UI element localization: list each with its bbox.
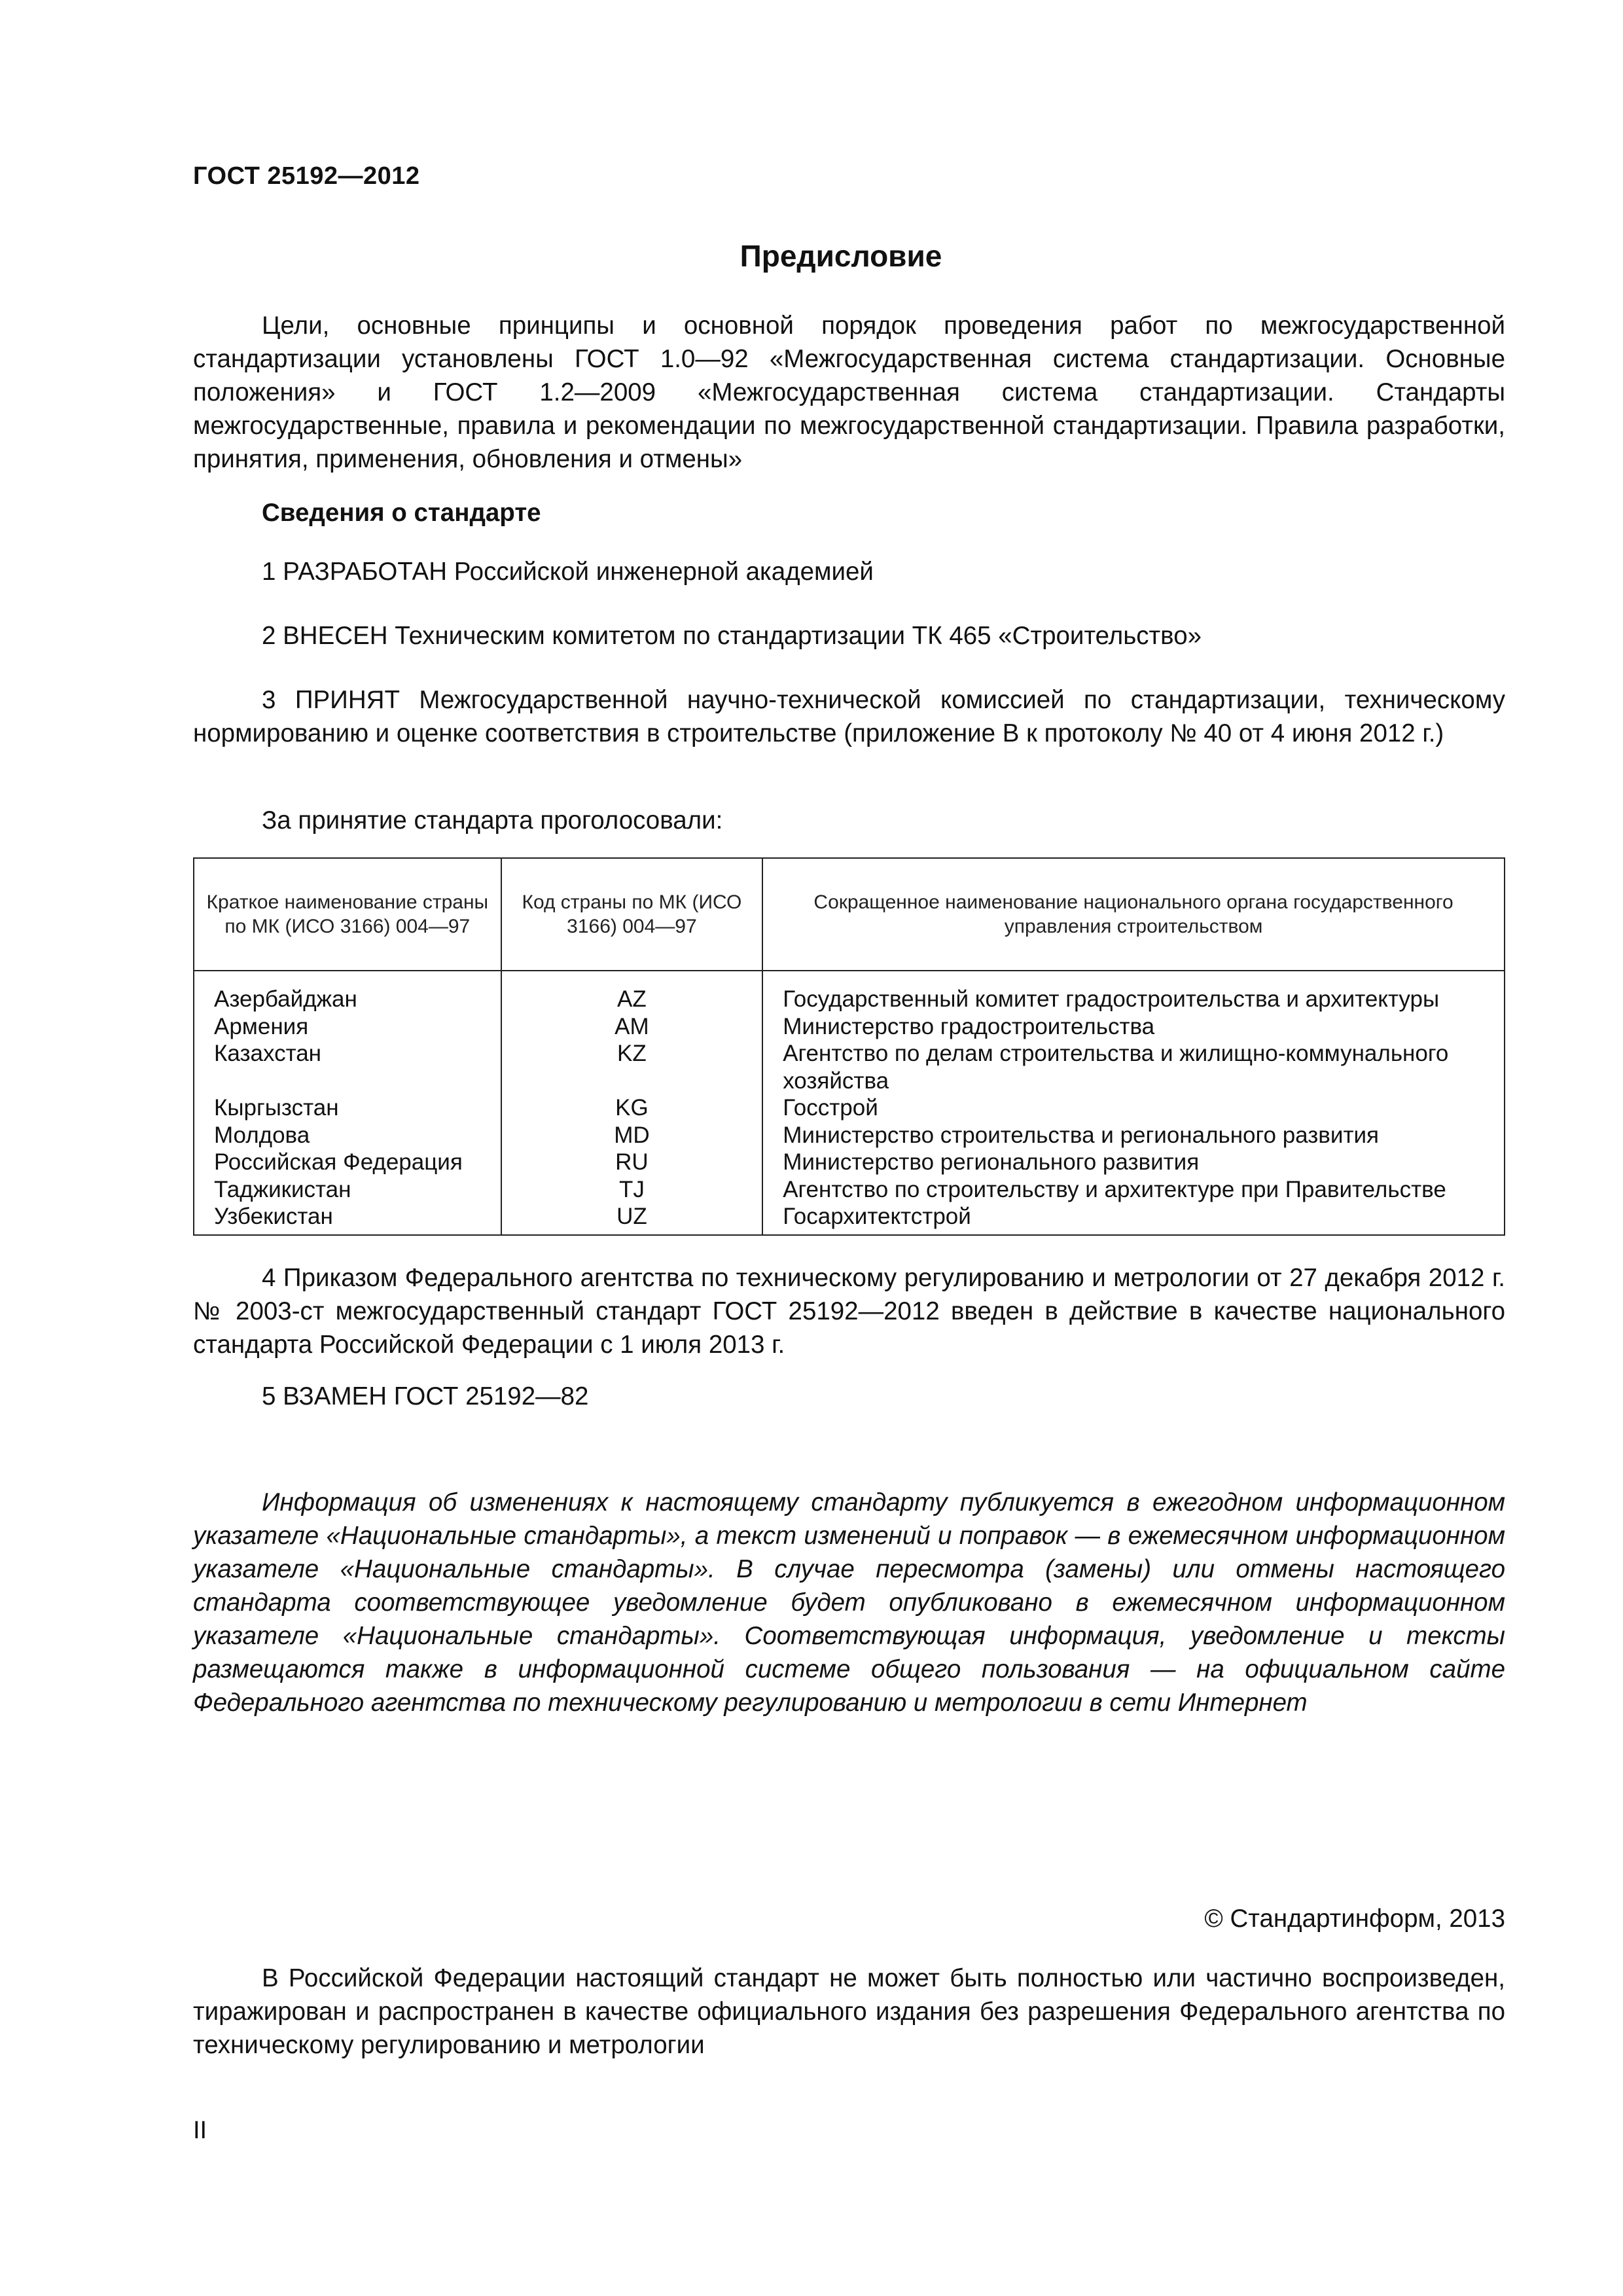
item-2: 2 ВНЕСЕН Техническим комитетом по стандартизации ТК 465 «Строительство» — [262, 622, 1202, 650]
cell-agency: Государственный комитет градостроительства и архитектуры — [762, 971, 1505, 1013]
changes-notice: Информация об изменениях к настоящему стандарту публикуется в ежегодном информационном указателе «Национальные стандарты», а текст изменений и поправок — в ежемесячном информационном указателе «Национальные стандарты». В случае пересмотра (замены) или отмены настоящего стандарта соответствующее уведомление будет опубликовано в ежемесячном информационном указателе «Национальные стандарты». Соответствующая информация, уведомление и тексты размещаются также в информационной системе общего пользования — на официальном сайте Федерального агентства по техническому регулированию и метрологии в сети Интернет — [193, 1488, 1505, 1717]
cell-code: TJ — [501, 1176, 763, 1204]
column-header-agency: Сокращенное наименование национального органа государственного управления строительством — [762, 858, 1505, 971]
table-row — [194, 1122, 1505, 1149]
reproduction-notice: В Российской Федерации настоящий стандарт не может быть полностью или частично воспроизведен, тиражирован и распространен в качестве официального издания без разрешения Федерального агентства по техническому регулированию и метрологии — [193, 1964, 1505, 2059]
cell-code: KZ — [501, 1040, 763, 1094]
cell-code: UZ — [501, 1203, 763, 1235]
cell-agency: Министерство регионального развития — [762, 1149, 1505, 1176]
item-3: 3 ПРИНЯТ Межгосударственной научно-технической комиссией по стандартизации, техническому нормированию и оценке соответствия в строительстве (приложение В к протоколу № 40 от 4 июня 2012 г.) — [193, 686, 1505, 747]
table-row — [194, 1203, 1505, 1235]
cell-country: Казахстан — [194, 1040, 501, 1094]
item-4: 4 Приказом Федерального агентства по техническому регулированию и метрологии от 27 декабря 2012 г. № 2003-ст межгосударственный стандарт ГОСТ 25192—2012 введен в действие в качестве национального стандарта Российской Федерации с 1 июля 2013 г. — [193, 1264, 1505, 1359]
cell-country: Таджикистан — [194, 1176, 501, 1204]
table-row — [194, 1013, 1505, 1041]
cell-code: KG — [501, 1094, 763, 1122]
table-row — [194, 1176, 1505, 1204]
table-row — [194, 1040, 1505, 1094]
voting-table — [193, 857, 1505, 1236]
cell-agency: Агентство по делам строительства и жилищно-коммунального хозяйства — [762, 1040, 1505, 1094]
page-title: Предисловие — [740, 239, 942, 273]
section-heading: Сведения о стандарте — [262, 499, 541, 527]
table-row — [194, 1094, 1505, 1122]
copyright: © Стандартинформ, 2013 — [1204, 1905, 1505, 1933]
intro-paragraph: Цели, основные принципы и основной порядок проведения работ по межгосударственной стандартизации установлены ГОСТ 1.0—92 «Межгосударственная система стандартизации. Основные положения» и ГОСТ 1.2—2009 «Межгосударственная система стандартизации. Стандарты межгосударственные, правила и рекомендации по межгосударственной стандартизации. Правила разработки, принятия, применения, обновления и отмены» — [193, 312, 1505, 473]
cell-agency: Госстрой — [762, 1094, 1505, 1122]
cell-country: Российская Федерация — [194, 1149, 501, 1176]
cell-country: Кыргызстан — [194, 1094, 501, 1122]
cell-code: MD — [501, 1122, 763, 1149]
cell-agency: Министерство строительства и регионального развития — [762, 1122, 1505, 1149]
column-header-country: Краткое наименование страны по МК (ИСО 3166) 004—97 — [194, 858, 501, 971]
votes-intro: За принятие стандарта проголосовали: — [262, 806, 723, 834]
document-code: ГОСТ 25192—2012 — [193, 162, 420, 190]
item-5: 5 ВЗАМЕН ГОСТ 25192—82 — [262, 1382, 589, 1410]
item-1: 1 РАЗРАБОТАН Российской инженерной академией — [262, 558, 874, 586]
column-header-code: Код страны по МК (ИСО 3166) 004—97 — [501, 858, 763, 971]
table-row — [194, 971, 1505, 1013]
cell-agency: Министерство градостроительства — [762, 1013, 1505, 1041]
cell-country: Молдова — [194, 1122, 501, 1149]
table-row — [194, 1149, 1505, 1176]
cell-country: Армения — [194, 1013, 501, 1041]
cell-code: RU — [501, 1149, 763, 1176]
cell-code: AZ — [501, 971, 763, 1013]
cell-agency: Агентство по строительству и архитектуре при Правительстве — [762, 1176, 1505, 1204]
cell-country: Узбекистан — [194, 1203, 501, 1235]
cell-agency: Госархитектстрой — [762, 1203, 1505, 1235]
cell-code: AM — [501, 1013, 763, 1041]
page-number: II — [193, 2117, 207, 2144]
cell-country: Азербайджан — [194, 971, 501, 1013]
table-header-row — [194, 858, 1505, 971]
